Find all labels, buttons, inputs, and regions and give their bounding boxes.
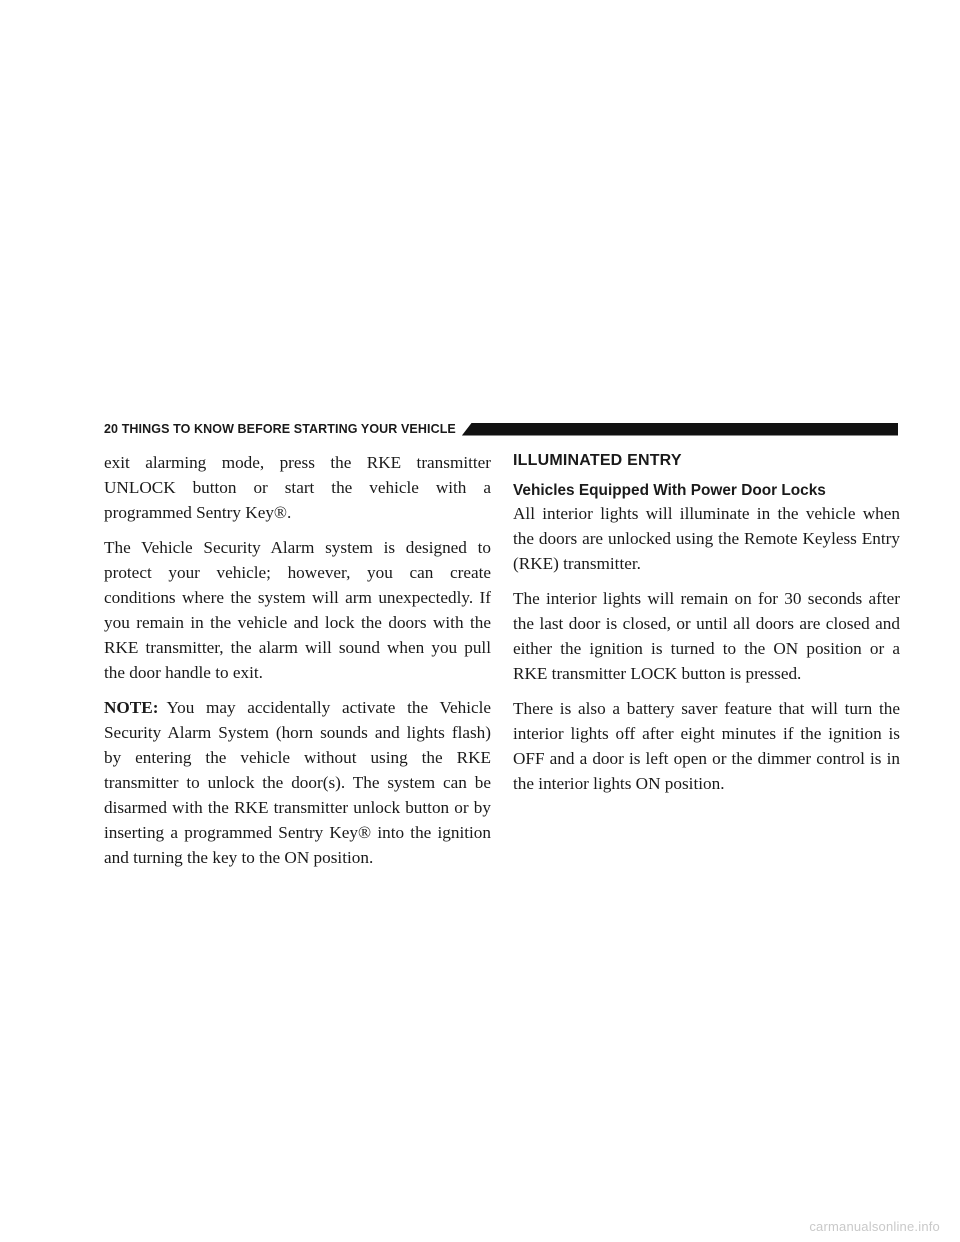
paragraph-battery-saver: There is also a battery saver feature that will turn the interior lights off after eight minutes if the ignition is OFF and a door is left open or the dimmer control is in the interior lights ON position. bbox=[513, 699, 900, 793]
header-text bbox=[104, 422, 456, 436]
subsection-title: Vehicles Equipped With Power Door Locks bbox=[513, 482, 826, 499]
paragraph-interior-lights: The interior lights will remain on for 30 seconds after the last door is closed, or until all doors are closed and either the ignition is turned to the ON position or a RKE transmitter LOCK button is pressed. bbox=[513, 589, 900, 683]
watermark: carmanualsonline.info bbox=[809, 1219, 940, 1234]
header-bar bbox=[462, 423, 898, 436]
left-column bbox=[104, 450, 491, 880]
note-paragraph bbox=[104, 695, 491, 870]
page-number: 20 bbox=[104, 422, 119, 436]
right-column bbox=[513, 450, 900, 806]
page-header bbox=[104, 420, 898, 438]
paragraph-illuminate: All interior lights will illuminate in the vehicle when the doors are unlocked using the Remote Keyless Entry (RKE) transmitter. bbox=[513, 504, 900, 573]
chapter-title: THINGS TO KNOW BEFORE STARTING YOUR VEHICLE bbox=[121, 422, 456, 436]
note-text: You may accidentally activate the Vehicle Security Alarm System (horn sounds and lights flash) by entering the vehicle without using the RKE transmitter to unlock the door(s). The system can be disarmed with the RKE transmitter unlock button or by inserting a programmed Sentry Key® into the ignition and turning the key to the ON position. bbox=[104, 698, 491, 867]
section-title: ILLUMINATED ENTRY bbox=[513, 452, 682, 469]
note-label: NOTE: bbox=[104, 698, 159, 717]
paragraph-security-alarm: The Vehicle Security Alarm system is designed to protect your vehicle; however, you can create conditions where the system will arm unexpectedly. If you remain in the vehicle and lock the doors with the RKE transmitter, the alarm will sound when you pull the door handle to exit. bbox=[104, 538, 491, 682]
paragraph-alarm-exit: exit alarming mode, press the RKE transmitter UNLOCK button or start the vehicle with a programmed Sentry Key®. bbox=[104, 453, 491, 522]
